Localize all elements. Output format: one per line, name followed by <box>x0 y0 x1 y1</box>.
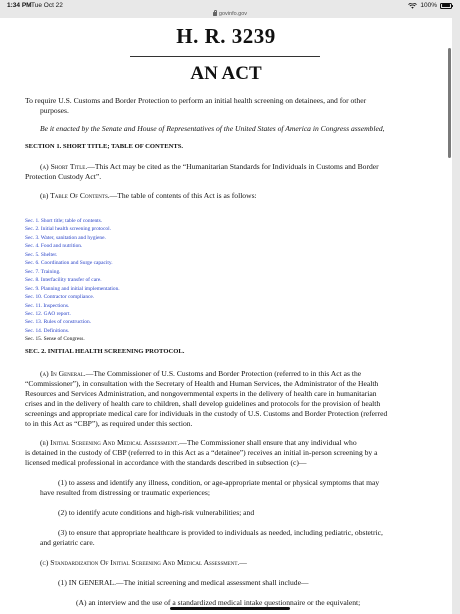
toc-item[interactable]: Sec. 13. Rules of construction. <box>25 319 92 326</box>
section-2-heading: SEC. 2. INITIAL HEALTH SCREENING PROTOCOL. <box>25 348 185 355</box>
standardization-line <box>40 558 247 568</box>
short-title-text: —This Act may be cited as the “Humanitarian Standards for Individuals in Customs and Border <box>87 162 379 171</box>
in-general-line-2: “Commissioner”), in consultation with the Secretary of Health and Human Services, the Administrator of the Health <box>25 379 379 388</box>
wifi-icon <box>408 3 417 9</box>
header-divider <box>130 56 320 57</box>
short-title-line-2: Protection Custody Act”. <box>25 172 102 181</box>
in-general-label: (a) In General. <box>40 369 86 378</box>
standardization-text: — <box>239 558 247 567</box>
table-of-contents <box>25 217 120 344</box>
address-bar[interactable] <box>0 9 460 18</box>
toc-item[interactable]: Sec. 1. Short title; table of contents. <box>25 218 103 224</box>
toc-item[interactable]: Sec. 14. Definitions. <box>25 327 70 334</box>
cA-line: (A) an interview and the use of a standardized medical intake questionnaire or the equivalent; <box>76 598 361 607</box>
battery-percent: 100% <box>420 2 437 9</box>
purpose-line-2: purposes. <box>40 106 69 115</box>
status-indicators <box>408 2 452 9</box>
home-indicator[interactable] <box>170 607 290 610</box>
toc-intro <box>40 191 257 201</box>
scrollbar-thumb[interactable] <box>448 48 451 158</box>
short-title-label: (a) Short Title. <box>40 162 88 171</box>
toc-item[interactable]: Sec. 2. Initial health screening protocol. <box>25 226 111 233</box>
in-general-line-6: to in this Act as “CBP”), as required under this section. <box>25 419 193 428</box>
toc-item[interactable]: Sec. 10. Contractor compliance. <box>25 294 95 301</box>
in-general-line-1 <box>40 369 361 379</box>
item-1-line-2: have resulted from distressing or traumatic experiences; <box>40 488 210 497</box>
bill-number: H. R. 3239 <box>176 24 276 48</box>
toc-item[interactable]: Sec. 8. Interfacility transfer of care. <box>25 277 102 284</box>
toc-item[interactable]: Sec. 9. Planning and initial implementation. <box>25 285 120 292</box>
item-2: (2) to identify acute conditions and high-risk vulnerabilities; and <box>58 508 255 517</box>
item-1-line-1: (1) to assess and identify any illness, condition, or age-appropriate mental or physical symptoms that may <box>58 478 380 487</box>
toc-item[interactable]: Sec. 4. Food and nutrition. <box>25 243 83 250</box>
short-title-line-1 <box>40 162 379 172</box>
screening-line-2: is detained in the custody of CBP (referred to in this Act as a “detainee”) receives an initial in-person screening by a <box>25 448 378 457</box>
status-date: Tue Oct 22 <box>31 2 63 9</box>
toc-item[interactable]: Sec. 11. Inspections. <box>25 302 70 309</box>
screening-line-1 <box>40 438 357 448</box>
standardization-label: (c) Standardization Of Initial Screening And Medical Assessment. <box>40 558 240 567</box>
enacting-clause: Be it enacted by the Senate and House of Representatives of the United States of America in Congress assembled, <box>40 124 385 133</box>
battery-icon <box>440 3 452 9</box>
item-3-line-1: (3) to ensure that appropriate healthcare is provided to individuals as needed, including pediatric, obstetric, <box>58 528 383 537</box>
toc-item[interactable]: Sec. 6. Coordination and Surge capacity. <box>25 260 113 267</box>
in-general-text: —The Commissioner of U.S. Customs and Border Protection (referred to in this Act as the <box>85 369 362 378</box>
toc-item[interactable]: Sec. 5. Shelter. <box>25 251 58 258</box>
screening-text: —The Commissioner shall ensure that any individual who <box>179 438 357 447</box>
status-time: 1:34 PM <box>7 2 32 9</box>
in-general-line-3: Resources and Services Administration, and nongovernmental experts in the delivery of health care in humanitarian <box>25 389 377 398</box>
document-page[interactable] <box>0 18 452 614</box>
url-text[interactable]: govinfo.gov <box>218 10 248 17</box>
toc-item[interactable]: Sec. 12. GAO report. <box>25 310 71 317</box>
toc-label: (b) Table Of Contents. <box>40 191 110 200</box>
screening-label: (b) Initial Screening And Medical Assessment. <box>40 438 180 447</box>
in-general-line-5: screenings and appropriate medical care for individuals in the custody of U.S. Customs and Border Protection (referred <box>25 409 388 418</box>
toc-item[interactable]: Sec. 7. Training. <box>25 268 61 275</box>
toc-intro-text: —The table of contents of this Act is as follows: <box>109 191 257 200</box>
in-general-line-4: crises and in the delivery of health care to children, shall develop guidelines and protocols for the provision of health <box>25 399 381 408</box>
item-3-line-2: and geriatric care. <box>40 538 95 547</box>
section-1-heading: SECTION 1. SHORT TITLE; TABLE OF CONTENTS. <box>25 143 184 150</box>
toc-item[interactable]: Sec. 15. Sense of Congress. <box>25 336 85 343</box>
lock-icon <box>213 12 217 16</box>
screening-line-3: licensed medical professional in accordance with the standards described in subsection (c)— <box>25 458 307 467</box>
c1-line: (1) IN GENERAL.—The initial screening and medical assessment shall include— <box>58 578 309 587</box>
act-title: AN ACT <box>190 63 262 84</box>
toc-item[interactable]: Sec. 3. Water, sanitation and hygiene. <box>25 234 106 241</box>
purpose-line-1: To require U.S. Customs and Border Protection to perform an initial health screening on detainees, and for other <box>25 96 367 105</box>
